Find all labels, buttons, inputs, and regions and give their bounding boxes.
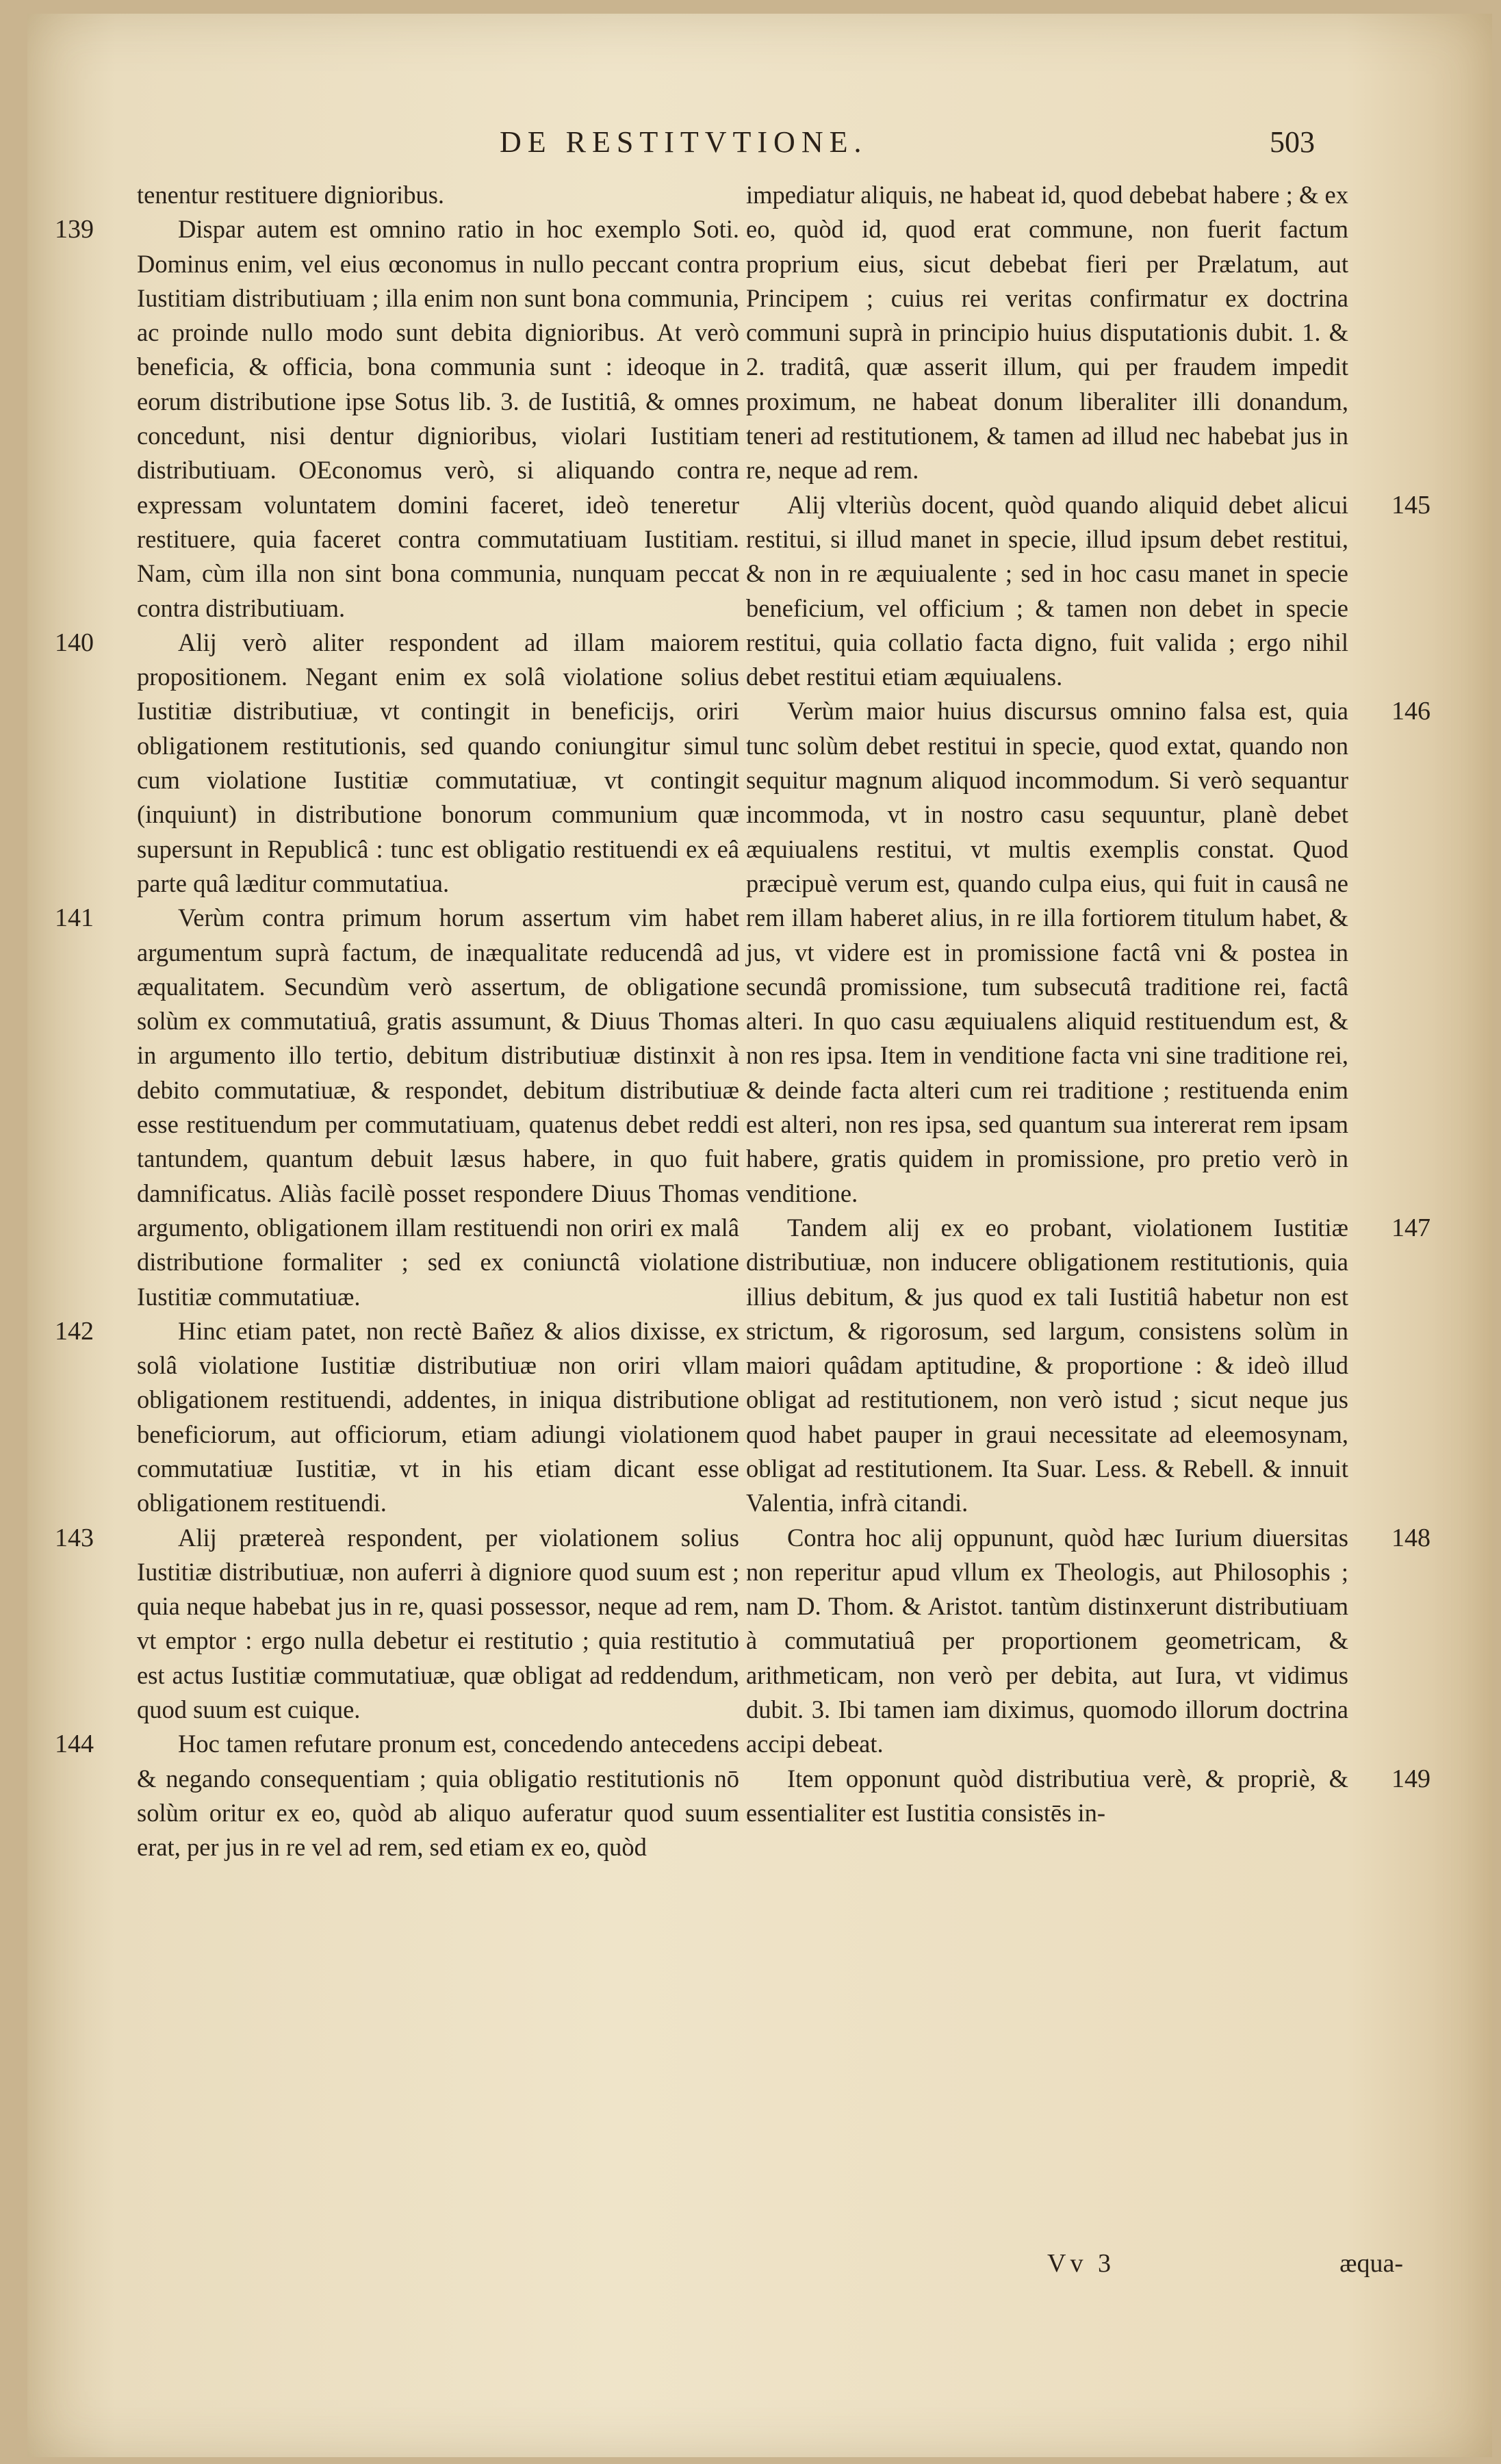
page-footer	[1047, 2248, 1403, 2289]
paragraph-number: 140	[55, 628, 94, 657]
running-title: DE RESTITVTIONE.	[500, 125, 868, 159]
paragraph-number: 145	[1391, 490, 1431, 519]
signature-mark: Vv 3	[1047, 2249, 1115, 2278]
paragraph-number: 149	[1391, 1764, 1431, 1793]
paragraph-text: Hinc etiam patet, non rectè Bañez & alios dixisse, ex solâ violatione Iustitiæ distributiuæ non oriri vllam obligationem restituendi, addentes, in iniqua distributione beneficiorum, aut officiorum, etiam adiungi violationem commutatiuæ Iustitiæ, vt in his etiam dicant esse obligationem restituendi.	[137, 1316, 739, 1517]
paragraph-number: 148	[1391, 1523, 1431, 1552]
paragraph-text: Verùm contra primum horum assertum vim habet argumentum suprà factum, de inæqualitate reducendâ ad æqualitatem. Secundùm verò assertum, de obligatione solùm ex commutatiuâ, gratis assumunt, & Diuus Thomas in argumento illo tertio, debitum distributiuæ distinxit à debito commutatiuæ, & respondet, debitum distributiuæ esse restituendum per commutatiuam, quatenus debet reddi tantundem, quantum debuit læsus habere, in quo fuit damnificatus. Aliàs facilè posset respondere Diuus Thomas argumento, obligationem illam restituendi non oriri ex malâ distributione formaliter ; sed ex coniunctâ violatione Iustitiæ commutatiuæ.	[137, 903, 739, 1311]
paragraph	[55, 901, 739, 1314]
paragraph	[746, 1762, 1431, 1831]
paragraph-text: Dispar autem est omnino ratio in hoc exemplo Soti. Dominus enim, vel eius œconomus in nullo peccant contra Iustitiam distributiuam ; illa enim non sunt bona communia, ac proinde nullo modo sunt debita dignioribus. At verò beneficia, & officia, bona communia sunt : ideoque in eorum distributione ipse Sotus lib. 3. de Iustitiâ, & omnes concedunt, nisi dentur dignioribus, violari Iustitiam distributiuam. OEconomus verò, si aliquando contra expressam voluntatem domini faceret, ideò teneretur restituere, quia faceret contra commutatiuam Iustitiam. Nam, cùm illa non sint bona communia, nunquam peccat contra distributiuam.	[137, 215, 739, 622]
paragraph	[746, 178, 1348, 488]
catchword: æqua-	[1339, 2249, 1403, 2278]
paragraph-text: Hoc tamen refutare pronum est, concedendo antecedens & negando consequentiam ; quia obligatio restitutionis nō solùm oritur ex eo, quòd ab aliquo auferatur quod suum erat, per jus in re vel ad rem, sed etiam ex eo, quòd	[137, 1730, 739, 1862]
paragraph-number: 141	[55, 903, 94, 933]
paragraph-text: Alij prætereà respondent, per violationem solius Iustitiæ distributiuæ, non auferri à digniore quod suum est ; quia neque habebat jus in re, quasi possessor, neque ad rem, vt emptor : ergo nulla debetur ei restitutio ; quia restitutio est actus Iustitiæ commutatiuæ, quæ obligat ad reddendum, quod suum est cuique.	[137, 1523, 739, 1724]
paragraph-text: tenentur restituere dignioribus.	[137, 181, 445, 209]
paragraph-text: impediatur aliquis, ne habeat id, quod debebat habere ; & ex eo, quòd id, quod erat commune, non fuerit factum proprium eius, sicut debebat fieri per Prælatum, aut Principem ; cuius rei veritas confirmatur ex doctrina communi suprà in principio huius disputationis dubit. 1. & 2. traditâ, quæ asserit illum, qui per fraudem impedit proximum, ne habeat donum liberaliter illi donandum, teneri ad restitutionem, & tamen ad illud nec habebat jus in re, neque ad rem.	[746, 181, 1348, 485]
paragraph	[137, 178, 739, 212]
paragraph-number: 142	[55, 1316, 94, 1346]
paragraph-text: Contra hoc alij oppununt, quòd hæc Iurium diuersitas non reperitur apud vllum ex Theologis, aut Philosophis ; nam D. Thom. & Aristot. tantùm distinxerunt distributiuam à commutatiuâ per proportionem geometricam, & arithmeticam, non verò per debita, aut Iura, vt vidimus dubit. 3. Ibi tamen iam diximus, quomodo illorum doctrina accipi debeat.	[746, 1523, 1348, 1758]
paragraph-number: 143	[55, 1523, 94, 1552]
book-page	[27, 14, 1492, 2457]
paragraph-text: Item opponunt quòd distributiua verè, & propriè, & essentialiter est Iustitia consistēs in-	[746, 1764, 1348, 1827]
paragraph-number: 144	[55, 1730, 94, 1759]
paragraph	[55, 1314, 739, 1521]
paragraph	[55, 626, 739, 901]
paragraph-text: Verùm maior huius discursus omnino falsa est, quia tunc solùm debet restitui in specie, quod extat, quando non sequitur magnum aliquod incommodum. Si verò sequantur incommoda, vt in nostro casu sequuntur, planè debet æquiualens restitui, vt multis exemplis constat. Quod præcipuè verum est, quando culpa eius, qui fuit in causâ ne rem illam haberet alius, in re illa fortiorem titulum habet, & jus, vt videre est in promissione factâ vni & postea in secundâ promissione, tum subsecutâ traditione rei, factâ alteri. In quo casu æquiualens aliquid restituendum est, & non res ipsa. Item in venditione facta vni sine traditione rei, & deinde facta alteri cum rei traditione ; restituenda enim est alteri, non res ipsa, sed quantum sua intererat rem ipsam habere, gratis quidem in promissione, pro pretio verò in venditione.	[746, 697, 1348, 1207]
paragraph-text: Alij vlteriùs docent, quòd quando aliquid debet alicui restitui, si illud manet in specie, illud ipsum debet restitui, & non in re æquiualente ; sed in hoc casu manet in specie beneficium, vel officium ; & tamen non debet in specie restitui, quia collatio facta digno, fuit valida ; ergo nihil debet restitui etiam æquiualens.	[746, 490, 1348, 691]
page-header	[27, 116, 1492, 171]
paragraph	[746, 1211, 1431, 1521]
paragraph-number: 139	[55, 215, 94, 244]
paragraph-text: Alij verò aliter respondent ad illam maiorem propositionem. Negant enim ex solâ violatione solius Iustitiæ distributiuæ, vt contingit in beneficijs, oriri obligationem restitutionis, sed quando coniungitur simul cum violatione Iustitiæ commutatiuæ, vt contingit (inquiunt) in distributione bonorum communium quæ supersunt in Republicâ : tunc est obligatio restituendi ex eâ parte quâ læditur commutatiua.	[137, 628, 739, 897]
right-column	[746, 178, 1431, 1830]
paragraph	[746, 1521, 1431, 1762]
left-column	[55, 178, 739, 1865]
paragraph	[746, 488, 1431, 695]
paragraph-number: 146	[1391, 697, 1431, 726]
page-number: 503	[1270, 125, 1315, 159]
paragraph	[55, 1727, 739, 1864]
paragraph-number: 147	[1391, 1213, 1431, 1242]
paragraph	[55, 212, 739, 626]
paragraph	[55, 1521, 739, 1728]
paragraph-text: Tandem alij ex eo probant, violationem Iustitiæ distributiuæ, non inducere obligationem restitutionis, quia illius debitum, & jus quod ex tali Iustitiâ habetur non est strictum, & rigorosum, sed largum, consistens solùm in maiori quâdam aptitudine, & proportione : & ideò illud obligat ad restitutionem, non verò istud ; sicut neque jus quod habet pauper in graui necessitate ad eleemosynam, obligat ad restitutionem. Ita Suar. Less. & Rebell. & innuit Valentia, infrà citandi.	[746, 1213, 1348, 1517]
paragraph	[746, 694, 1431, 1210]
